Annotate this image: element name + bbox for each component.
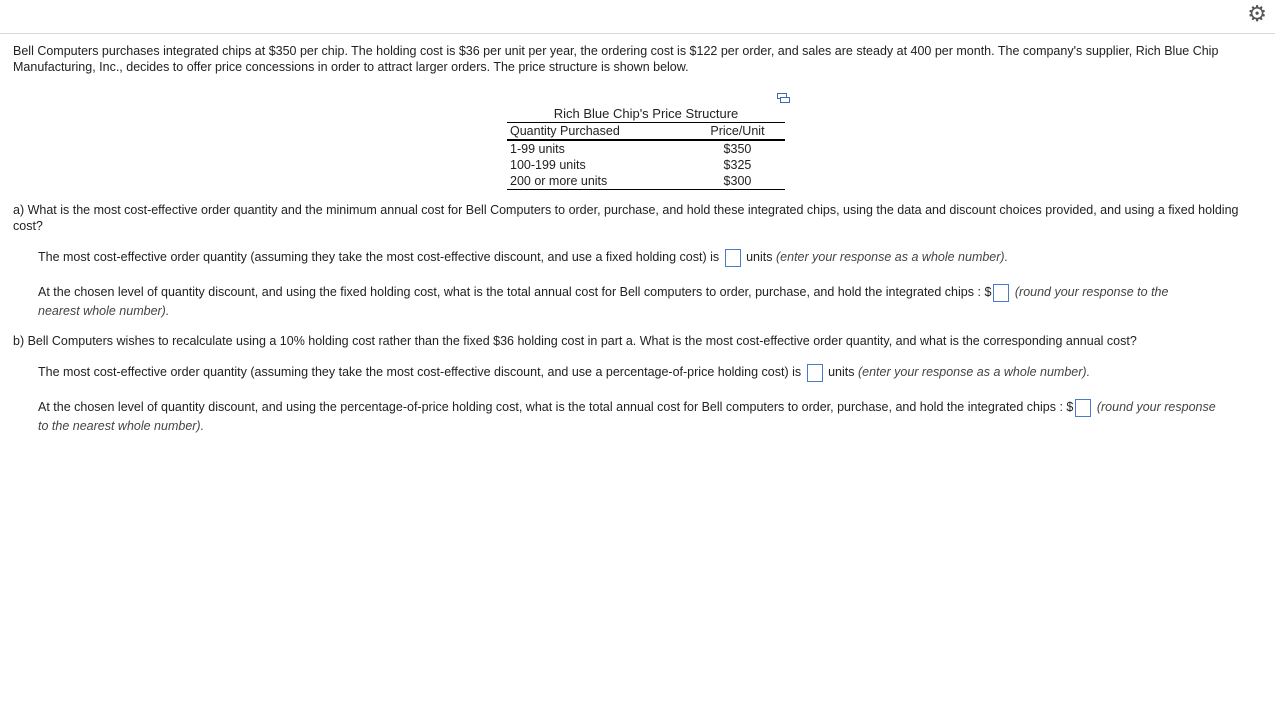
qty-cell: 100-199 units (510, 158, 586, 172)
part-b-q2-hint: (round your response (1096, 400, 1216, 414)
part-a-q2 (38, 283, 1168, 302)
price-cell: $350 (723, 142, 752, 156)
gear-icon[interactable]: ⚙ (1247, 1, 1267, 26)
part-b-question: b) Bell Computers wishes to recalculate using a 10% holding cost rather than the fixed $36 holding cost in part a. What is the most cost-effective order quantity, and what is the corresponding annual cost? (13, 334, 1137, 348)
part-a-q2-hint-cont: nearest whole number). (38, 304, 170, 318)
part-a-quantity-input[interactable] (725, 249, 741, 267)
part-a-question: a) What is the most cost-effective order quantity and the minimum annual cost for Bell Computers to order, purchase, and hold these integrated chips, using the data and discount choices provided, and using a fixed holding cost? (13, 203, 1239, 233)
table-title: Rich Blue Chip's Price Structure (553, 106, 739, 121)
part-b-q1-unit: units (828, 365, 855, 379)
qty-cell: 1-99 units (510, 142, 565, 156)
part-b-q1 (38, 363, 1090, 382)
part-a-q1 (38, 248, 1008, 267)
part-a-q1-hint: (enter your response as a whole number). (776, 250, 1009, 264)
table-row (507, 157, 785, 173)
part-b-q2-hint-cont: to the nearest whole number). (38, 419, 205, 433)
price-cell: $300 (690, 173, 785, 190)
part-b-q2-prefix: $ (1066, 400, 1074, 414)
col-header-price: Price/Unit (690, 123, 785, 141)
copy-table-icon[interactable] (777, 93, 790, 103)
col-header-quantity: Quantity Purchased (507, 123, 690, 141)
price-structure-table (507, 106, 785, 190)
part-b-q2 (38, 398, 1275, 417)
problem-intro: Bell Computers purchases integrated chips at $350 per chip. The holding cost is $36 per unit per year, the ordering cost is $122 per order, and sales are steady at 400 per month. The company's supplier, Rich Blue Chip Manufacturing, Inc., decides to offer price concessions in order to attract larger orders. The price structure is shown below. (13, 44, 1219, 74)
part-a-cost-input[interactable] (993, 284, 1009, 302)
part-a-q1-unit: units (746, 250, 773, 264)
part-b-q1-text: The most cost-effective order quantity (assuming they take the most cost-effective discount, and use a percentage-of-price holding cost) is (38, 365, 802, 379)
part-b-q2-text: At the chosen level of quantity discount, and using the percentage-of-price holding cost, what is the total annual cost for Bell computers to order, purchase, and hold the integrated chips : (38, 400, 1063, 414)
table-row (507, 173, 785, 190)
part-b-quantity-input[interactable] (807, 364, 823, 382)
part-b-cost-input[interactable] (1075, 399, 1091, 417)
price-cell: $325 (723, 158, 752, 172)
part-a-q2-text: At the chosen level of quantity discount, and using the fixed holding cost, what is the total annual cost for Bell computers to order, purchase, and hold the integrated chips : (38, 285, 981, 299)
part-b-q1-hint: (enter your response as a whole number). (857, 365, 1091, 379)
part-a-q2-hint: (round your response to the (1014, 285, 1169, 299)
qty-cell: 200 or more units (507, 173, 690, 190)
top-bar (0, 0, 1275, 34)
part-a-q1-text: The most cost-effective order quantity (assuming they take the most cost-effective discount, and use a fixed holding cost) is (38, 250, 720, 264)
part-a-q2-prefix: $ (984, 285, 992, 299)
table-row (507, 140, 785, 157)
